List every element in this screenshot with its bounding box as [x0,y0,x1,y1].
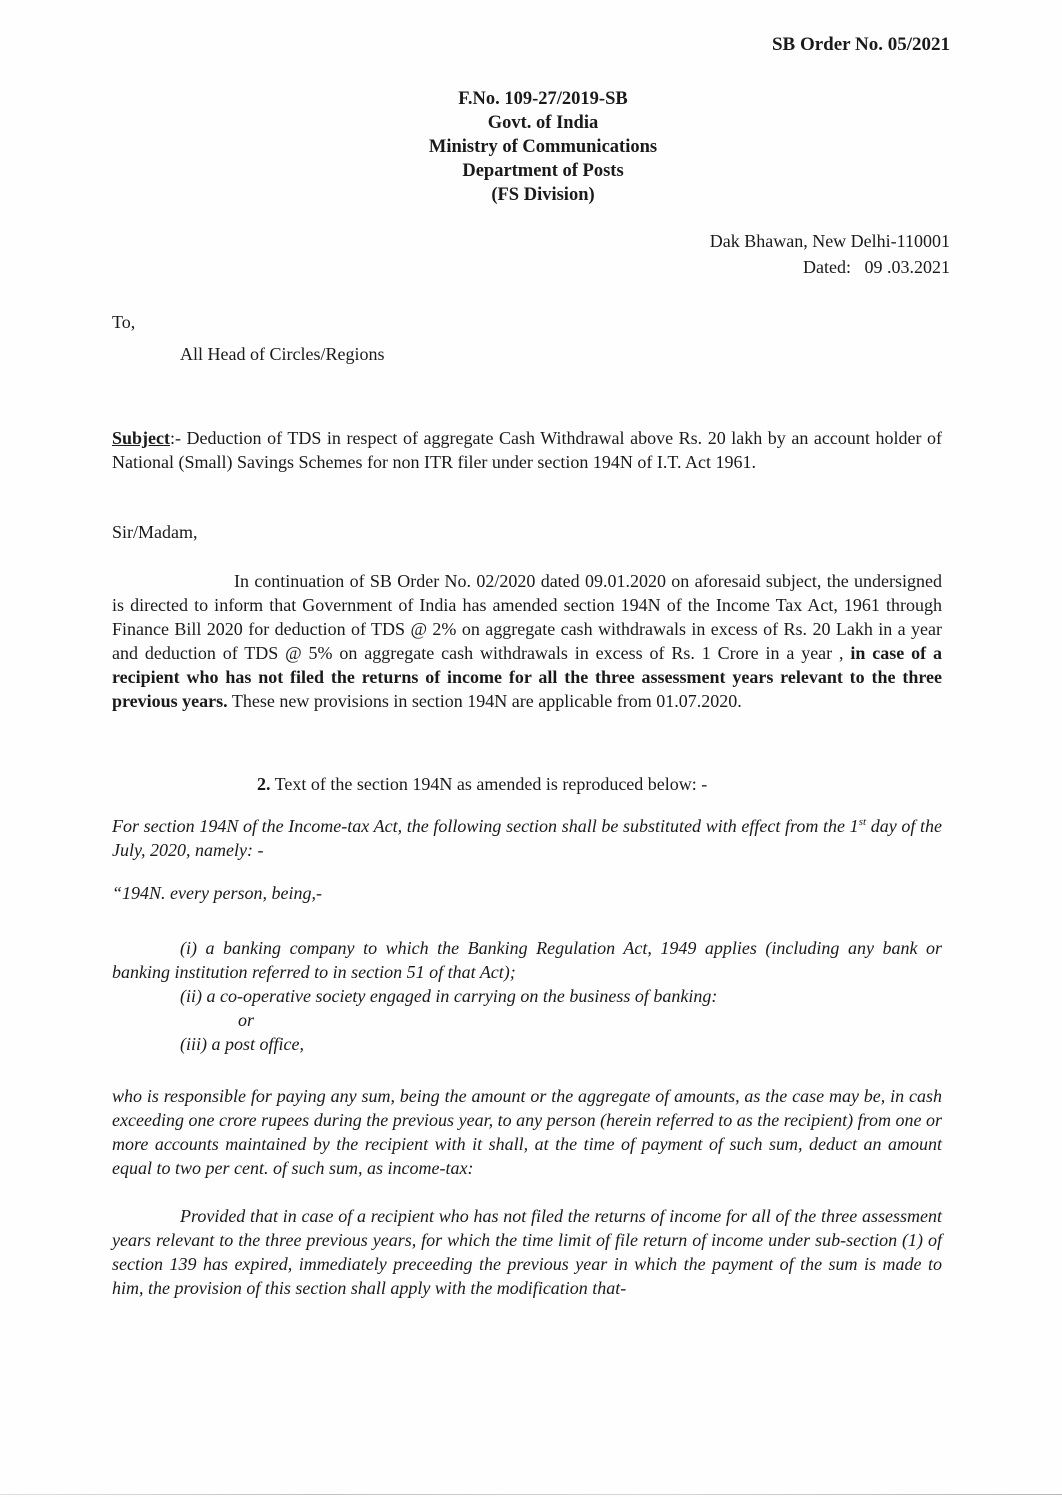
to-label: To, [112,312,136,332]
paragraph-2 [112,772,942,796]
paragraph-1-end-text: These new provisions in section 194N are applicable from 01.07.2020. [227,691,742,711]
salutation: Sir/Madam, [112,522,198,542]
clause-item: (i) a banking company to which the Banking Regulation Act, 1949 applies (including any bank or banking institution referred to in section 51 of that Act); [112,938,942,982]
government-name: Govt. of India [487,113,599,133]
letterhead [0,87,1062,207]
scan-edge [0,1494,1062,1495]
date-value: 09 .03.2021 [864,257,950,277]
paragraph-1-bold-text: in case of a recipient who has not filed the returns of income for all the three assessment years relevant to the three previous years. [112,643,942,711]
ministry-name: Ministry of Communications [428,137,658,157]
paragraph-2-number: 2. [257,774,271,794]
clause-or: or [238,1010,255,1030]
section-intro: “194N. every person, being,- [112,883,322,903]
paragraph-3-text: For section 194N of the Income-tax Act, the following section shall be substituted with effect from the 1 [112,816,859,836]
clause-item: (ii) a co-operative society engaged in carrying on the business of banking: [180,986,718,1006]
date-line [710,254,950,280]
order-number: SB Order No. 05/2021 [771,34,950,55]
paragraph-1-text: In continuation of SB Order No. 02/2020 dated 09.01.2020 on aforesaid subject, the undersigned is directed to inform that Government of India has amended section 194N of the Income Tax Act, 1961 through Finance Bill 2020 for deduction of TDS @ 2% on aggregate cash withdrawals in excess of Rs. 20 Lakh in a year and deduction of TDS @ 5% on aggregate cash withdrawals in excess of Rs. 1 Crore in a year , [112,571,942,663]
superscript: st [858,816,867,828]
paragraph-3-text-end: day of the July, 2020, namely: - [112,816,943,860]
address-block [710,228,950,280]
paragraph-2-text: Text of the section 194N as amended is reproduced below: - [270,774,708,794]
clause-list [112,936,942,1056]
recipient: All Head of Circles/Regions [180,344,385,364]
paragraph-4: who is responsible for paying any sum, being the amount or the aggregate of amounts, as the case may be, in cash exceeding one crore rupees during the previous year, to any person (herein referred to as the recipient) from one or more accounts maintained by the recipient with it shall, at the time of payment of such sum, deduct an amount equal to two per cent. of such sum, as income-tax: [112,1086,942,1178]
file-number: F.No. 109-27/2019-SB [458,89,628,109]
paragraph-5 [112,1204,942,1300]
paragraph-1 [112,569,942,713]
paragraph-5-text: Provided that in case of a recipient who has not filed the returns of income for all of the three assessment years relevant to the three previous years, for which the time limit of file return of income under sub-section (1) of section 139 has expired, immediately preceeding the previous year in which the payment of the sum is made to him, the provision of this section shall apply with the modification that- [112,1206,942,1298]
subject-paragraph [112,426,942,474]
subject-label: Subject [112,428,170,448]
subject-text: :- Deduction of TDS in respect of aggregate Cash Withdrawal above Rs. 20 lakh by an account holder of National (Small) Savings Schemes for non ITR filer under section 194N of I.T. Act 1961. [112,428,942,472]
paragraph-3 [112,814,942,862]
dated-label: Dated: [803,257,851,277]
department-name: Department of Posts [462,161,624,181]
clause-item: (iii) a post office, [180,1034,304,1054]
address-place: Dak Bhawan, New Delhi-110001 [709,231,950,251]
division-name: (FS Division) [491,185,595,205]
